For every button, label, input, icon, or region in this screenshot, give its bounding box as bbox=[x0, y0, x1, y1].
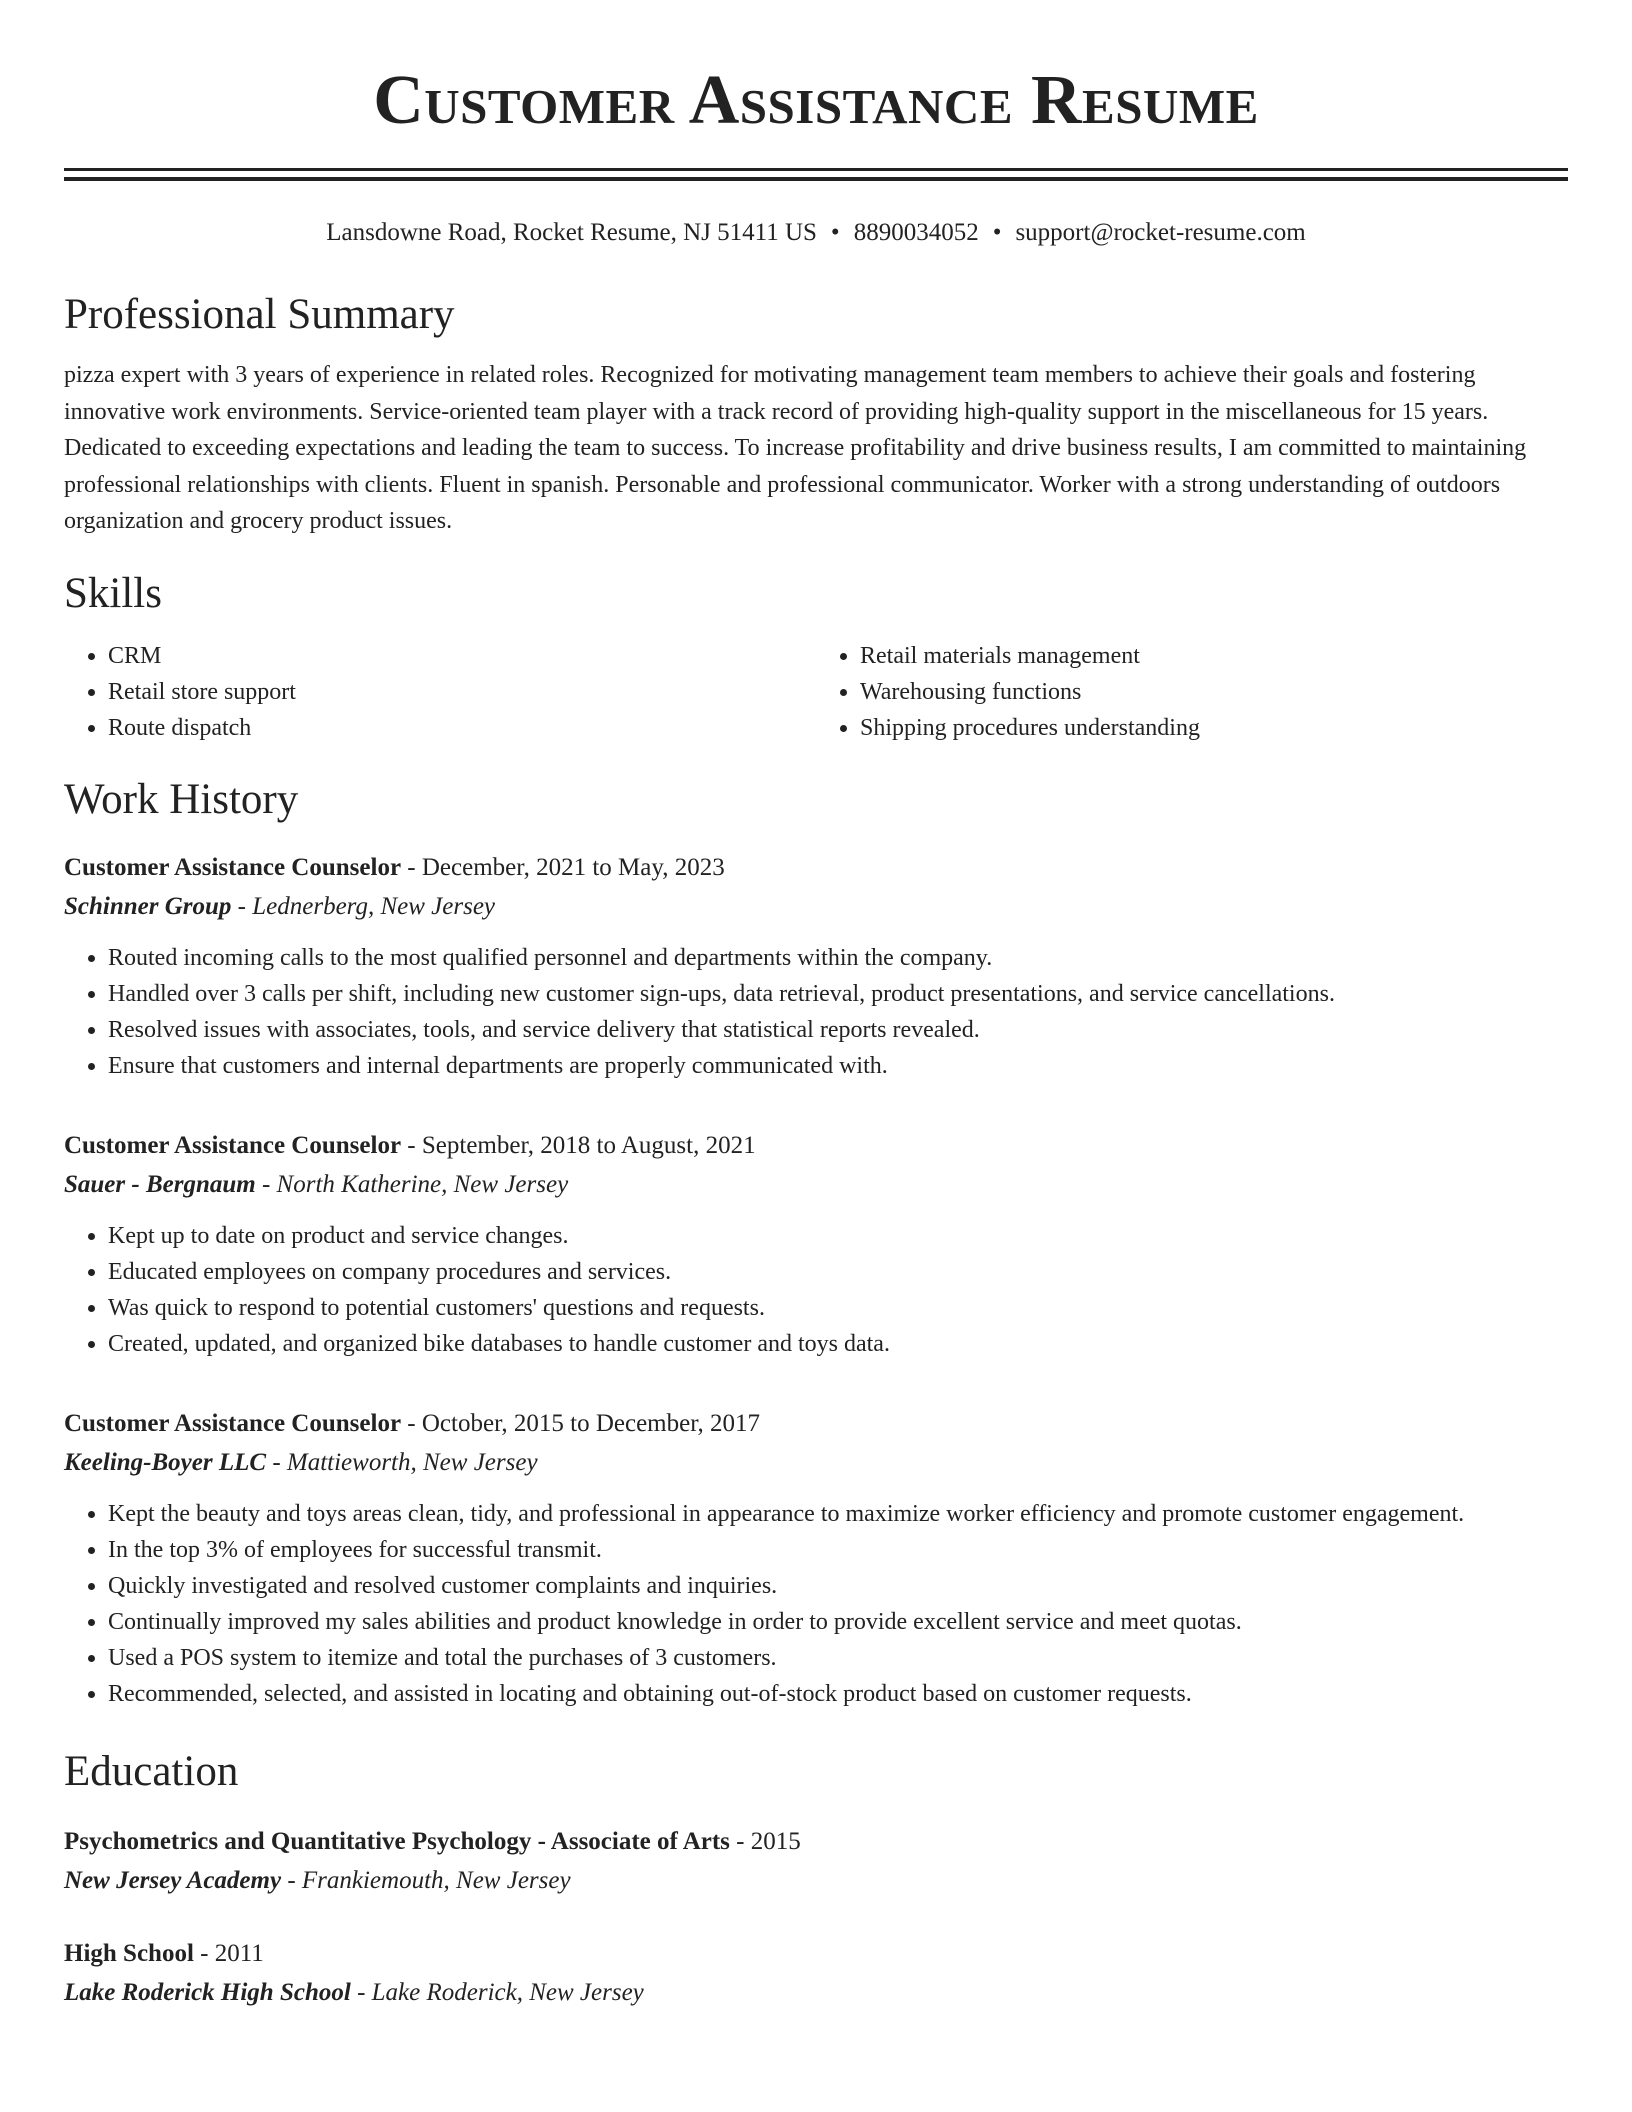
job-entry bbox=[64, 1126, 1568, 1362]
skill-item: • Warehousing functions bbox=[860, 674, 1568, 710]
education-degree-line bbox=[64, 1822, 1568, 1862]
education-degree: Psychometrics and Quantitative Psychology - Associate of Arts bbox=[64, 1827, 730, 1855]
job-bullet: • Kept the beauty and toys areas clean, tidy, and professional in appearance to maximize worker efficiency and promote customer engagement. bbox=[108, 1496, 1568, 1532]
education-school: Lake Roderick High School bbox=[64, 1978, 351, 2006]
education-heading: Education bbox=[64, 1747, 239, 1795]
skills-list-left bbox=[64, 638, 816, 746]
job-company: Sauer - Bergnaum bbox=[64, 1170, 256, 1198]
job-location: - Lednerberg, New Jersey bbox=[231, 892, 496, 920]
job-company-line bbox=[64, 1444, 1568, 1482]
skill-item: • Route dispatch bbox=[108, 710, 816, 746]
job-bullet: • Recommended, selected, and assisted in locating and obtaining out-of-stock product based on customer requests. bbox=[108, 1676, 1568, 1712]
job-bullet: • Routed incoming calls to the most qualified personnel and departments within the company. bbox=[108, 940, 1568, 976]
education-entry bbox=[64, 1934, 1568, 2012]
education-year: - 2015 bbox=[729, 1827, 801, 1855]
professional-summary-section bbox=[64, 289, 1568, 540]
job-dates: - December, 2021 to May, 2023 bbox=[401, 853, 725, 881]
skills-section bbox=[64, 568, 1568, 746]
job-role-line bbox=[64, 848, 1568, 888]
contact-phone: 8890034052 bbox=[853, 219, 979, 246]
title-rule-bottom bbox=[64, 177, 1568, 181]
skills-heading: Skills bbox=[64, 569, 162, 617]
skill-item: • CRM bbox=[108, 638, 816, 674]
job-bullet: • Handled over 3 calls per shift, including new customer sign-ups, data retrieval, product presentations, and service cancellations. bbox=[108, 976, 1568, 1012]
job-entry bbox=[64, 848, 1568, 1084]
job-bullets bbox=[64, 1496, 1568, 1712]
job-dates: - September, 2018 to August, 2021 bbox=[401, 1131, 756, 1159]
contact-email: support@rocket-resume.com bbox=[1015, 219, 1306, 246]
job-bullet: • Educated employees on company procedures and services. bbox=[108, 1254, 1568, 1290]
job-dates: - October, 2015 to December, 2017 bbox=[401, 1409, 761, 1437]
contact-separator: • bbox=[830, 219, 840, 246]
job-role: Customer Assistance Counselor bbox=[64, 1409, 402, 1437]
job-role: Customer Assistance Counselor bbox=[64, 1131, 402, 1159]
job-entry bbox=[64, 1404, 1568, 1712]
job-company-line bbox=[64, 1166, 1568, 1204]
education-degree: High School bbox=[64, 1939, 194, 1967]
job-company-line bbox=[64, 888, 1568, 926]
education-school-line bbox=[64, 1862, 1568, 1900]
summary-heading: Professional Summary bbox=[64, 291, 455, 338]
job-bullet: • Created, updated, and organized bike databases to handle customer and toys data. bbox=[108, 1326, 1568, 1362]
skills-columns bbox=[64, 638, 1568, 746]
work-history-section bbox=[64, 774, 1568, 1712]
education-school: New Jersey Academy bbox=[64, 1866, 282, 1894]
skill-item: • Retail materials management bbox=[860, 638, 1568, 674]
skill-item: • Shipping procedures understanding bbox=[860, 710, 1568, 746]
contact-address: Lansdowne Road, Rocket Resume, NJ 51411 US bbox=[326, 219, 817, 246]
summary-text: pizza expert with 3 years of experience in related roles. Recognized for motivating management team members to achieve their goals and fostering innovative work environments. Service-oriented team player with a track record of providing high-quality support in the miscellaneous for 15 years. Dedicated to exceeding expectations and leading the team to success. To increase profitability and drive business results, I am committed to maintaining professional relationships with clients. Fluent in spanish. Personable and professional communicator. Worker with a strong understanding of outdoors organization and grocery product issues. bbox=[64, 362, 1527, 534]
job-bullet: • Kept up to date on product and service changes. bbox=[108, 1218, 1568, 1254]
job-bullet: • Quickly investigated and resolved customer complaints and inquiries. bbox=[108, 1568, 1568, 1604]
education-section bbox=[64, 1746, 1568, 2012]
skills-list-right bbox=[816, 638, 1568, 746]
education-location: - Lake Roderick, New Jersey bbox=[350, 1978, 644, 2006]
job-role: Customer Assistance Counselor bbox=[64, 853, 402, 881]
job-company: Schinner Group bbox=[64, 892, 232, 920]
education-location: - Frankiemouth, New Jersey bbox=[281, 1866, 571, 1894]
job-role-line bbox=[64, 1126, 1568, 1166]
job-bullet: • Ensure that customers and internal departments are properly communicated with. bbox=[108, 1048, 1568, 1084]
job-bullet: • Resolved issues with associates, tools, and service delivery that statistical reports revealed. bbox=[108, 1012, 1568, 1048]
job-role-line bbox=[64, 1404, 1568, 1444]
skill-item: • Retail store support bbox=[108, 674, 816, 710]
education-year: - 2011 bbox=[193, 1939, 264, 1967]
job-location: - North Katherine, New Jersey bbox=[255, 1170, 569, 1198]
job-bullets bbox=[64, 940, 1568, 1084]
contact-line bbox=[64, 217, 1568, 249]
job-location: - Mattieworth, New Jersey bbox=[266, 1448, 538, 1476]
education-entry bbox=[64, 1822, 1568, 1900]
contact-separator: • bbox=[992, 219, 1002, 246]
title-rule-top bbox=[64, 168, 1568, 171]
education-school-line bbox=[64, 1974, 1568, 2012]
job-bullet: • Continually improved my sales abilities and product knowledge in order to provide excellent service and meet quotas. bbox=[108, 1604, 1568, 1640]
work-history-heading: Work History bbox=[64, 775, 299, 823]
resume-title: Customer Assistance Resume bbox=[373, 62, 1259, 139]
job-bullets bbox=[64, 1218, 1568, 1362]
job-bullet: • Was quick to respond to potential customers' questions and requests. bbox=[108, 1290, 1568, 1326]
job-bullet: • Used a POS system to itemize and total the purchases of 3 customers. bbox=[108, 1640, 1568, 1676]
job-bullet: • In the top 3% of employees for successful transmit. bbox=[108, 1532, 1568, 1568]
job-company: Keeling-Boyer LLC bbox=[64, 1448, 267, 1476]
education-degree-line bbox=[64, 1934, 1568, 1974]
